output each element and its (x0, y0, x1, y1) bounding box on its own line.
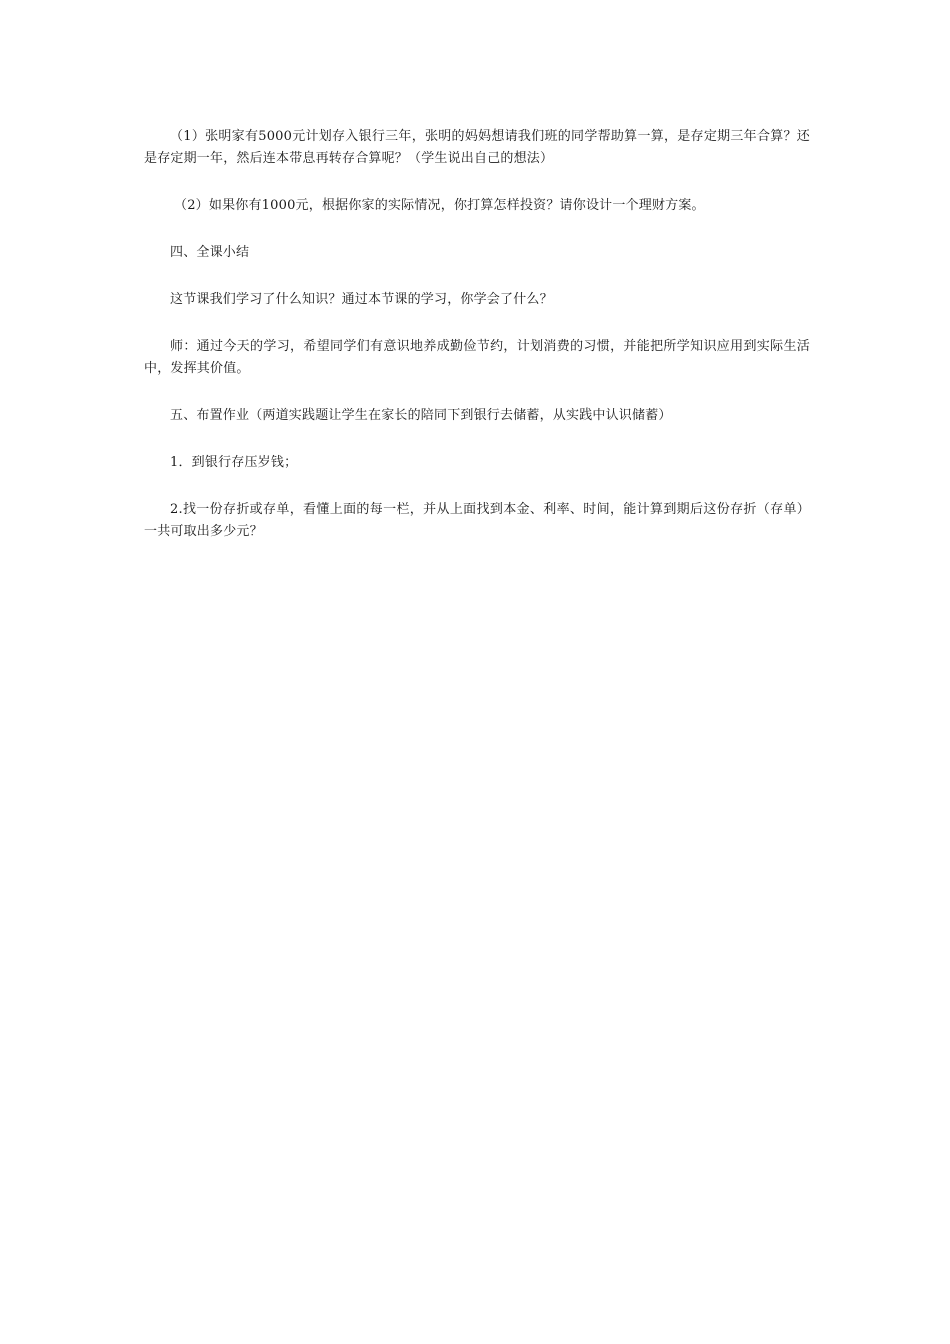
section-heading-summary: 四、全课小结 (170, 245, 250, 260)
section-heading-homework: 五、布置作业（两道实践题让学生在家长的陪同下到银行去储蓄，从实践中认识储蓄） (170, 408, 672, 423)
question-1-paragraph: （1）张明家有5000元计划存入银行三年，张明的妈妈想请我们班的同学帮助算一算，是存定期三年合算？还是存定期一年，然后连本带息再转存合算呢？（学生说出自己的想法） (144, 129, 810, 166)
summary-question-paragraph: 这节课我们学习了什么知识？通过本节课的学习，你学会了什么？ (170, 292, 553, 307)
teacher-remark-paragraph: 师：通过今天的学习，希望同学们有意识地养成勤俭节约，计划消费的习惯，并能把所学知识应用到实际生活中，发挥其价值。 (144, 339, 810, 376)
homework-item-1: 1．到银行存压岁钱； (170, 455, 298, 470)
homework-item-2: 2.找一份存折或存单，看懂上面的每一栏，并从上面找到本金、利率、时间，能计算到期后这份存折（存单）一共可取出多少元？ (144, 502, 810, 539)
document-body (144, 126, 810, 568)
question-2-paragraph: （2）如果你有1000元，根据你家的实际情况，你打算怎样投资？请你设计一个理财方案。 (174, 198, 705, 213)
